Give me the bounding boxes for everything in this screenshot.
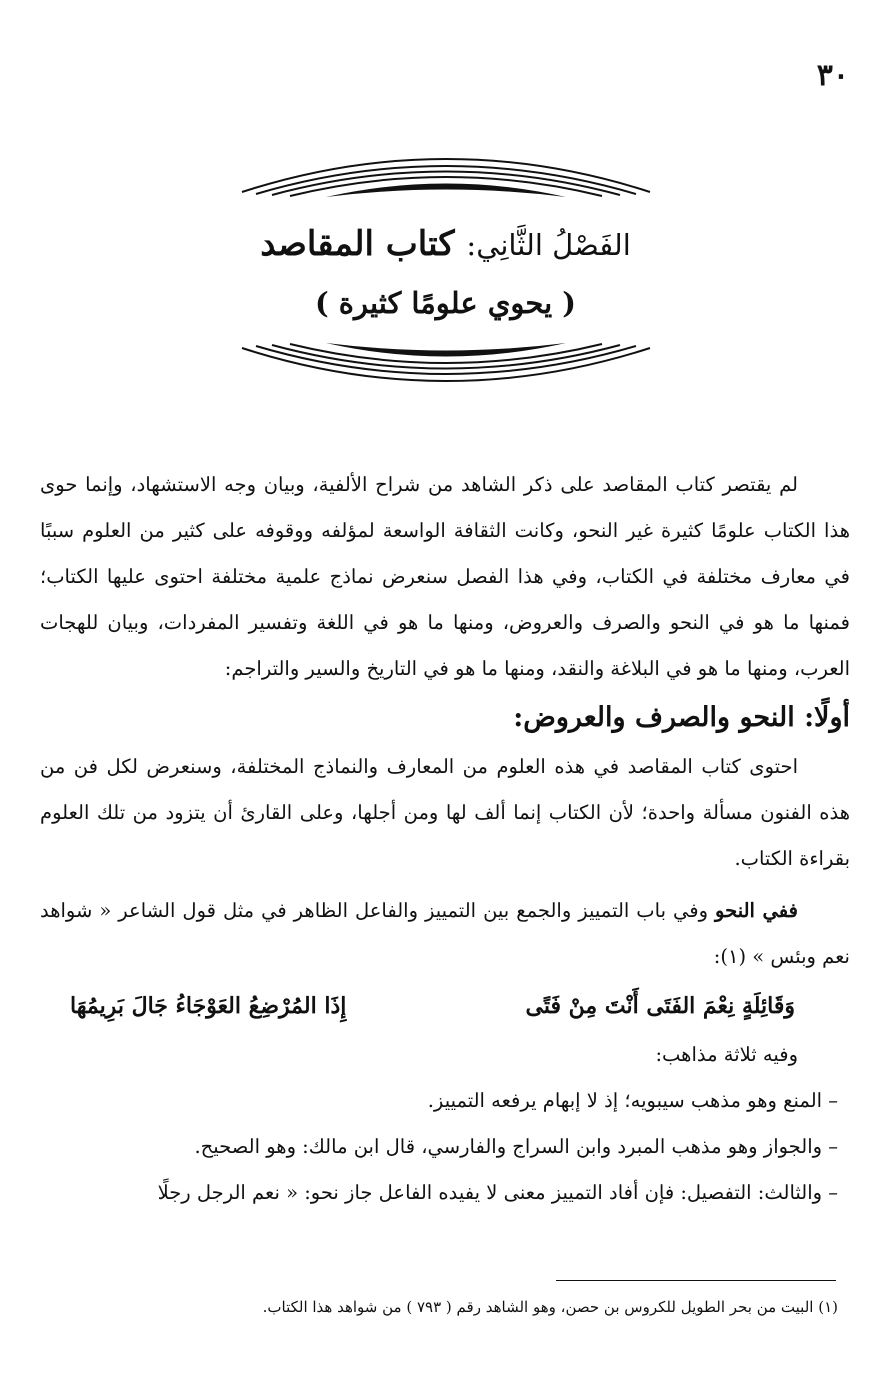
footnote-divider	[556, 1280, 836, 1281]
top-ornament	[230, 140, 662, 200]
list-item: – والثالث: التفصيل: فإن أفاد التمييز معنى لا يفيده الفاعل جاز نحو: « نعم الرجل رجلًا	[157, 1181, 838, 1204]
page-number: ٣٠	[816, 58, 849, 93]
chapter-label: الفَصْلُ الثَّانِي:	[466, 228, 631, 262]
chapter-title: كتاب المقاصد	[260, 224, 455, 264]
madhahib-intro: وفيه ثلاثة مذاهب:	[655, 1043, 798, 1066]
main-text	[40, 462, 850, 1216]
verse-first-hemistich: وَقَائِلَةٍ نِعْمَ الفَتَى أَنْتَ مِنْ فَتًى	[525, 993, 795, 1019]
intro-paragraph: لم يقتصر كتاب المقاصد على ذكر الشاهد من شراح الألفية، وبيان وجه الاستشهاد، وإنما حوى هذا الكتاب علومًا كثيرة غير النحو، وكانت الثقافة الواسعة لمؤلفه ووقوفه على كثير من العلوم سببًا في معارف مختلفة في الكتاب، وفي هذا الفصل سنعرض نماذج علمية مختلفة احتوى عليها الكتاب؛ فمنها ما هو في النحو والصرف والعروض، ومنها ما هو في اللغة وتفسير المفردات، وبيان للهجات العرب، ومنها ما هو في البلاغة والنقد، ومنها ما هو في التاريخ والسير والتراجم:	[40, 473, 850, 680]
nahw-text: وفي باب التمييز والجمع بين التمييز والفاعل الظاهر في مثل قول الشاعر « شواهد نعم وبئس » (١):	[40, 899, 850, 968]
nahw-lead: ففي النحو	[715, 899, 798, 922]
list-item: – المنع وهو مذهب سيبويه؛ إذ لا إبهام يرفعه التمييز.	[427, 1089, 838, 1112]
list-item: – والجواز وهو مذهب المبرد وابن السراج والفارسي، قال ابن مالك: وهو الصحيح.	[194, 1135, 838, 1158]
chapter-heading	[0, 222, 891, 267]
bottom-ornament	[230, 340, 662, 400]
nahw-paragraph	[40, 888, 850, 980]
chapter-subtitle: ( يحوي علومًا كثيرة )	[314, 286, 577, 320]
verse-second-hemistich: إِذَا المُرْضِعُ العَوْجَاءُ جَالَ بَرِيمُهَا	[70, 993, 347, 1019]
section-heading: أولًا: النحو والصرف والعروض:	[513, 702, 850, 733]
footnote: (١) البيت من بحر الطويل للكروس بن حصن، وهو الشاهد رقم ( ٧٩٣ ) من شواهد هذا الكتاب.	[262, 1298, 838, 1316]
section-intro-paragraph: احتوى كتاب المقاصد في هذه العلوم من المعارف والنماذج المختلفة، وسنعرض لكل فن من هذه الفنون مسألة واحدة؛ لأن الكتاب إنما ألف لها ومن أجلها، وعلى القارئ أن يتزود من تلك العلوم بقراءة الكتاب.	[40, 755, 850, 870]
poetry-verse	[40, 980, 850, 1032]
